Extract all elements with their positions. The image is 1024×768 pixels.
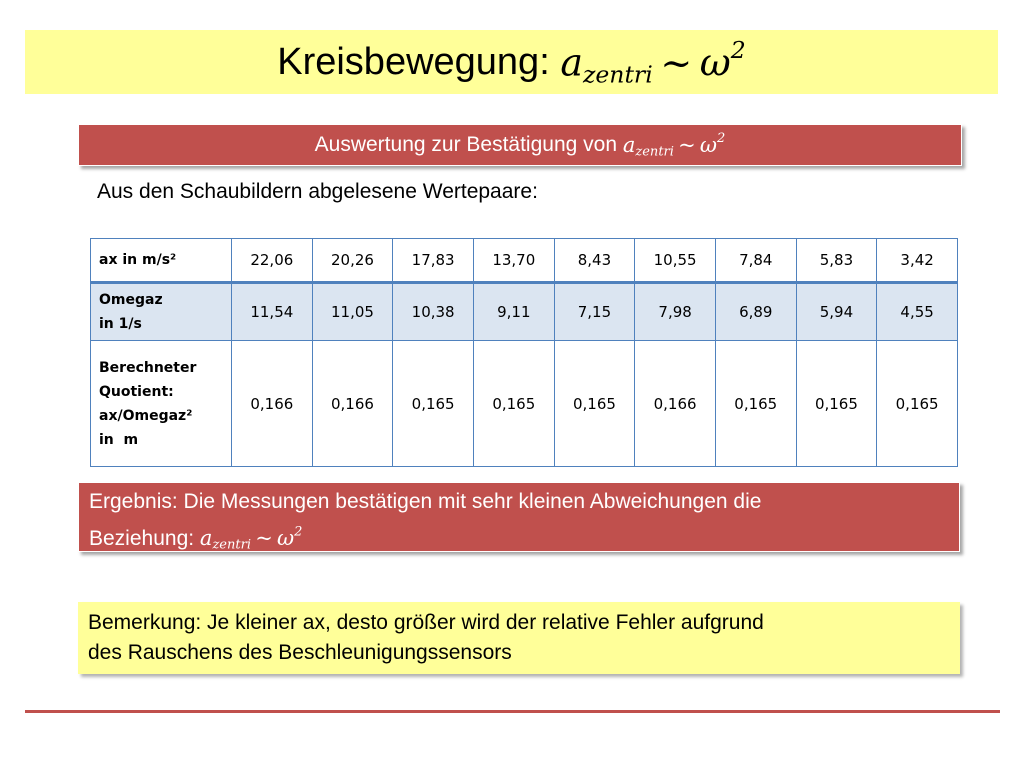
row-label-line: in m <box>99 431 139 448</box>
subtitle-banner <box>78 124 962 166</box>
table-cell: 0,165 <box>554 341 635 467</box>
subtitle-formula: $a_{zentri}$ ~ $\omega^2$ <box>622 130 726 160</box>
table-cell: 6,89 <box>715 283 796 341</box>
remark-line-2: des Rauschens des Beschleunigungssensors <box>88 641 512 664</box>
table-cell: 20,26 <box>312 239 393 283</box>
table-cell: 0,165 <box>796 341 877 467</box>
intro-text: Aus den Schaubildern abgelesene Wertepaare: <box>97 180 538 203</box>
page-title <box>25 30 998 94</box>
table-cell: 3,42 <box>877 239 958 283</box>
result-formula: $a_{zentri}$ ~ $\omega^2$ <box>199 524 303 553</box>
row-label-line: ax in m/s² <box>99 252 177 268</box>
table-cell: 0,165 <box>877 341 958 467</box>
table-row <box>91 341 958 467</box>
footer-divider <box>25 710 1000 713</box>
table-cell: 4,55 <box>877 283 958 341</box>
row-label <box>91 239 232 283</box>
row-label <box>91 283 232 341</box>
table-cell: 8,43 <box>554 239 635 283</box>
result-line-2: Beziehung: $a_{zentri}$ ~ $\omega^2$ <box>89 524 303 553</box>
table-cell: 0,166 <box>312 341 393 467</box>
row-label-line: Berechneter <box>99 359 197 376</box>
table-cell: 11,05 <box>312 283 393 341</box>
row-label <box>91 341 232 467</box>
table-cell: 11,54 <box>232 283 313 341</box>
row-label-line: Omegaz <box>99 292 163 308</box>
table-cell: 10,55 <box>635 239 716 283</box>
table-cell: 5,94 <box>796 283 877 341</box>
table-cell: 0,165 <box>393 341 474 467</box>
result-box <box>78 482 960 552</box>
title-formula: $a_{zentri}$ ~ $\omega^2$ <box>560 35 746 89</box>
table-cell: 10,38 <box>393 283 474 341</box>
table-cell: 22,06 <box>232 239 313 283</box>
table-cell: 0,166 <box>232 341 313 467</box>
row-label-line: ax/Omegaz² <box>99 407 193 424</box>
table-row <box>91 239 958 283</box>
result-line-1: Ergebnis: Die Messungen bestätigen mit sehr kleinen Abweichungen die <box>89 490 762 513</box>
title-text: Kreisbewegung: <box>277 40 561 83</box>
row-label-line: Quotient: <box>99 383 174 400</box>
table-cell: 7,98 <box>635 283 716 341</box>
row-label-line: in 1/s <box>99 316 142 332</box>
table-row <box>91 283 958 341</box>
remark-line-1: Bemerkung: Je kleiner ax, desto größer wird der relative Fehler aufgrund <box>88 611 764 634</box>
table-cell: 0,165 <box>473 341 554 467</box>
table-cell: 17,83 <box>393 239 474 283</box>
table-cell: 7,15 <box>554 283 635 341</box>
remark-box <box>78 602 960 674</box>
table-cell: 9,11 <box>473 283 554 341</box>
table-cell: 0,166 <box>635 341 716 467</box>
data-table <box>90 238 958 467</box>
table-cell: 7,84 <box>715 239 796 283</box>
table-cell: 5,83 <box>796 239 877 283</box>
table-cell: 0,165 <box>715 341 796 467</box>
table-cell: 13,70 <box>473 239 554 283</box>
subtitle-text: Auswertung zur Bestätigung von <box>314 133 623 156</box>
